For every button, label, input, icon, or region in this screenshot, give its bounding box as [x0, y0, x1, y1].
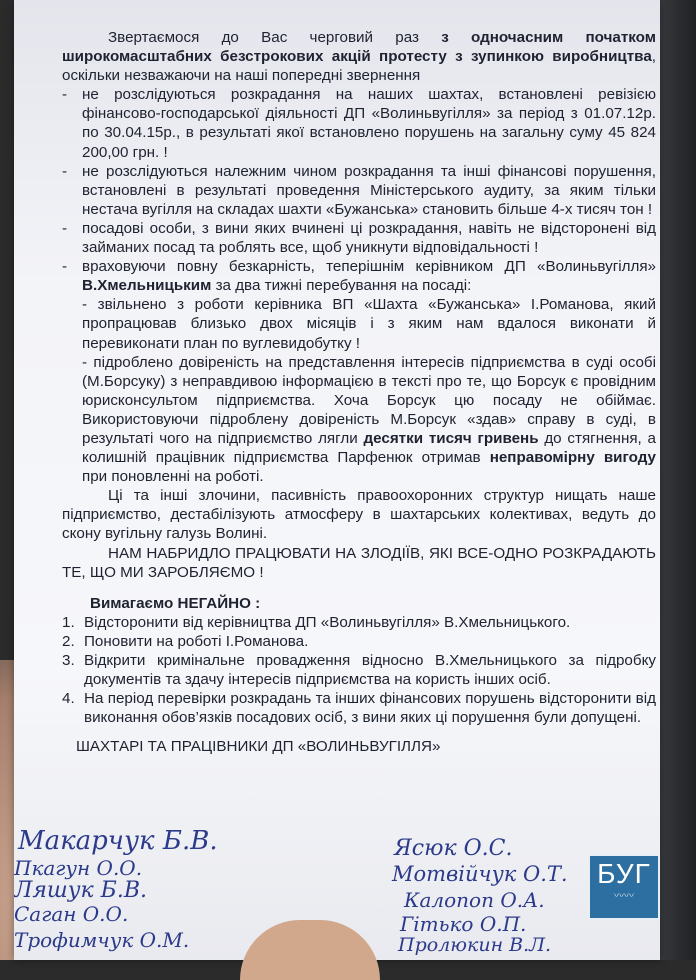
bullet-3: - посадові особи, з вини яких вчинені ці розкрадання, навіть не відсторонені від займаних посад та роблять все, щоб уникнути відповідальності ! [62, 219, 656, 257]
bullet-1: - не розслідуються розкрадання на наших шахтах, встановлені ревізією фінансово-господарської діяльності ДП «Волиньвугілля» за період з 01.07.12р. по 30.04.15р., в результаті якої встановлено порушень на загальну суму 45 824 200,00 грн. ! [62, 85, 656, 161]
demand-item: 1. Відсторонити від керівництва ДП «Волиньвугілля» В.Хмельницького. [62, 613, 571, 631]
sub-item-2: - підроблено довіреність на представлення інтересів підприємства в суді особі (М.Борсуку) з неправдивою інформацією в тексті про те, що Борсук є провідним юрисконсультом підприємства. Хоча Борсук цю посаду не обіймає. Використовуючи підроблену довіреність М.Борсук «здав» справу в суді, в результаті чого на підприємство лягли десятки тисяч гривень до стягнення, а колишній працівник підприємства Парфенюк отримав неправомірну вигоду при поновленні на роботі. [82, 353, 656, 486]
caps-statement: НАМ НАБРИДЛО ПРАЦЮВАТИ НА ЗЛОДІЇВ, ЯКІ ВСЕ-ОДНО РОЗКРАДАЮТЬ ТЕ, ЩО МИ ЗАРОБЛЯЄМО ! [62, 544, 656, 581]
demand-item: 4. На період перевірки розкрадань та інших фінансових порушень відсторонити від виконання обов’язків посадових осіб, з вини яких ці порушення були допущені. [62, 690, 656, 727]
signature: Мотвійчук О.Т. [392, 862, 568, 886]
bullet-2: - не розслідуються належним чином розкрадання та інші фінансові порушення, встановлені в результаті проведення Міністерського аудиту, за яким тільки нестача вугілля на складах шахти «Бужанська» становить більше 4-х тисяч тон ! [62, 162, 656, 219]
signature: Гітько О.П. [400, 912, 527, 936]
document-sheet [14, 0, 660, 960]
intro-paragraph: Звертаємося до Вас черговий раз з одночасним початком широкомасштабних безстрокових акцій протесту з зупинкою виробництва, оскільки незважаючи на наші попередні звернення [62, 29, 656, 85]
signature: Макарчук Б.В. [18, 826, 218, 856]
document-body [62, 28, 656, 756]
closing-paragraph: Ці та інші злочини, пасивність правоохоронних структур нищать наше підприємство, дестабілізують атмосферу в шахтарських колективах, ведуть до скону вугільну галузь Волині. [62, 487, 656, 543]
demands-title: Вимагаємо НЕГАЙНО : [90, 594, 261, 612]
signature: Калопоп О.А. [404, 888, 545, 912]
signature: Саган О.О. [14, 902, 129, 926]
wave-icon: 〰〰 [614, 891, 634, 902]
signature: Пролюкин В.Л. [398, 934, 552, 956]
signatories-heading: ШАХТАРІ ТА ПРАЦІВНИКИ ДП «ВОЛИНЬВУГІЛЛЯ» [76, 738, 441, 756]
demand-item: 3. Відкрити кримінальне провадження відносно В.Хмельницького за підробку документів та здачу інтересів підприємства на користь інших осіб. [62, 652, 656, 689]
signature: Пкагун О.О. [14, 856, 143, 880]
bug-logo: БУГ 〰〰 [588, 854, 660, 920]
sub-item-1: - звільнено з роботи керівника ВП «Шахта «Бужанська» І.Романова, який пропрацював близько двох місяців і з яким нам вдалося виконати й перевиконати план по вуглевидобутку ! [82, 296, 656, 352]
demand-item: 2. Поновити на роботі І.Романова. [62, 632, 309, 650]
bullet-4: - враховуючи повну безкарність, теперішнім керівником ДП «Волиньвугілля» В.Хмельницьким за два тижні перебування на посаді: [62, 257, 656, 295]
signature: Ясюк О.С. [394, 836, 513, 861]
signature: Ляшук Б.В. [14, 878, 147, 903]
signature: Трофимчук О.М. [14, 928, 190, 952]
